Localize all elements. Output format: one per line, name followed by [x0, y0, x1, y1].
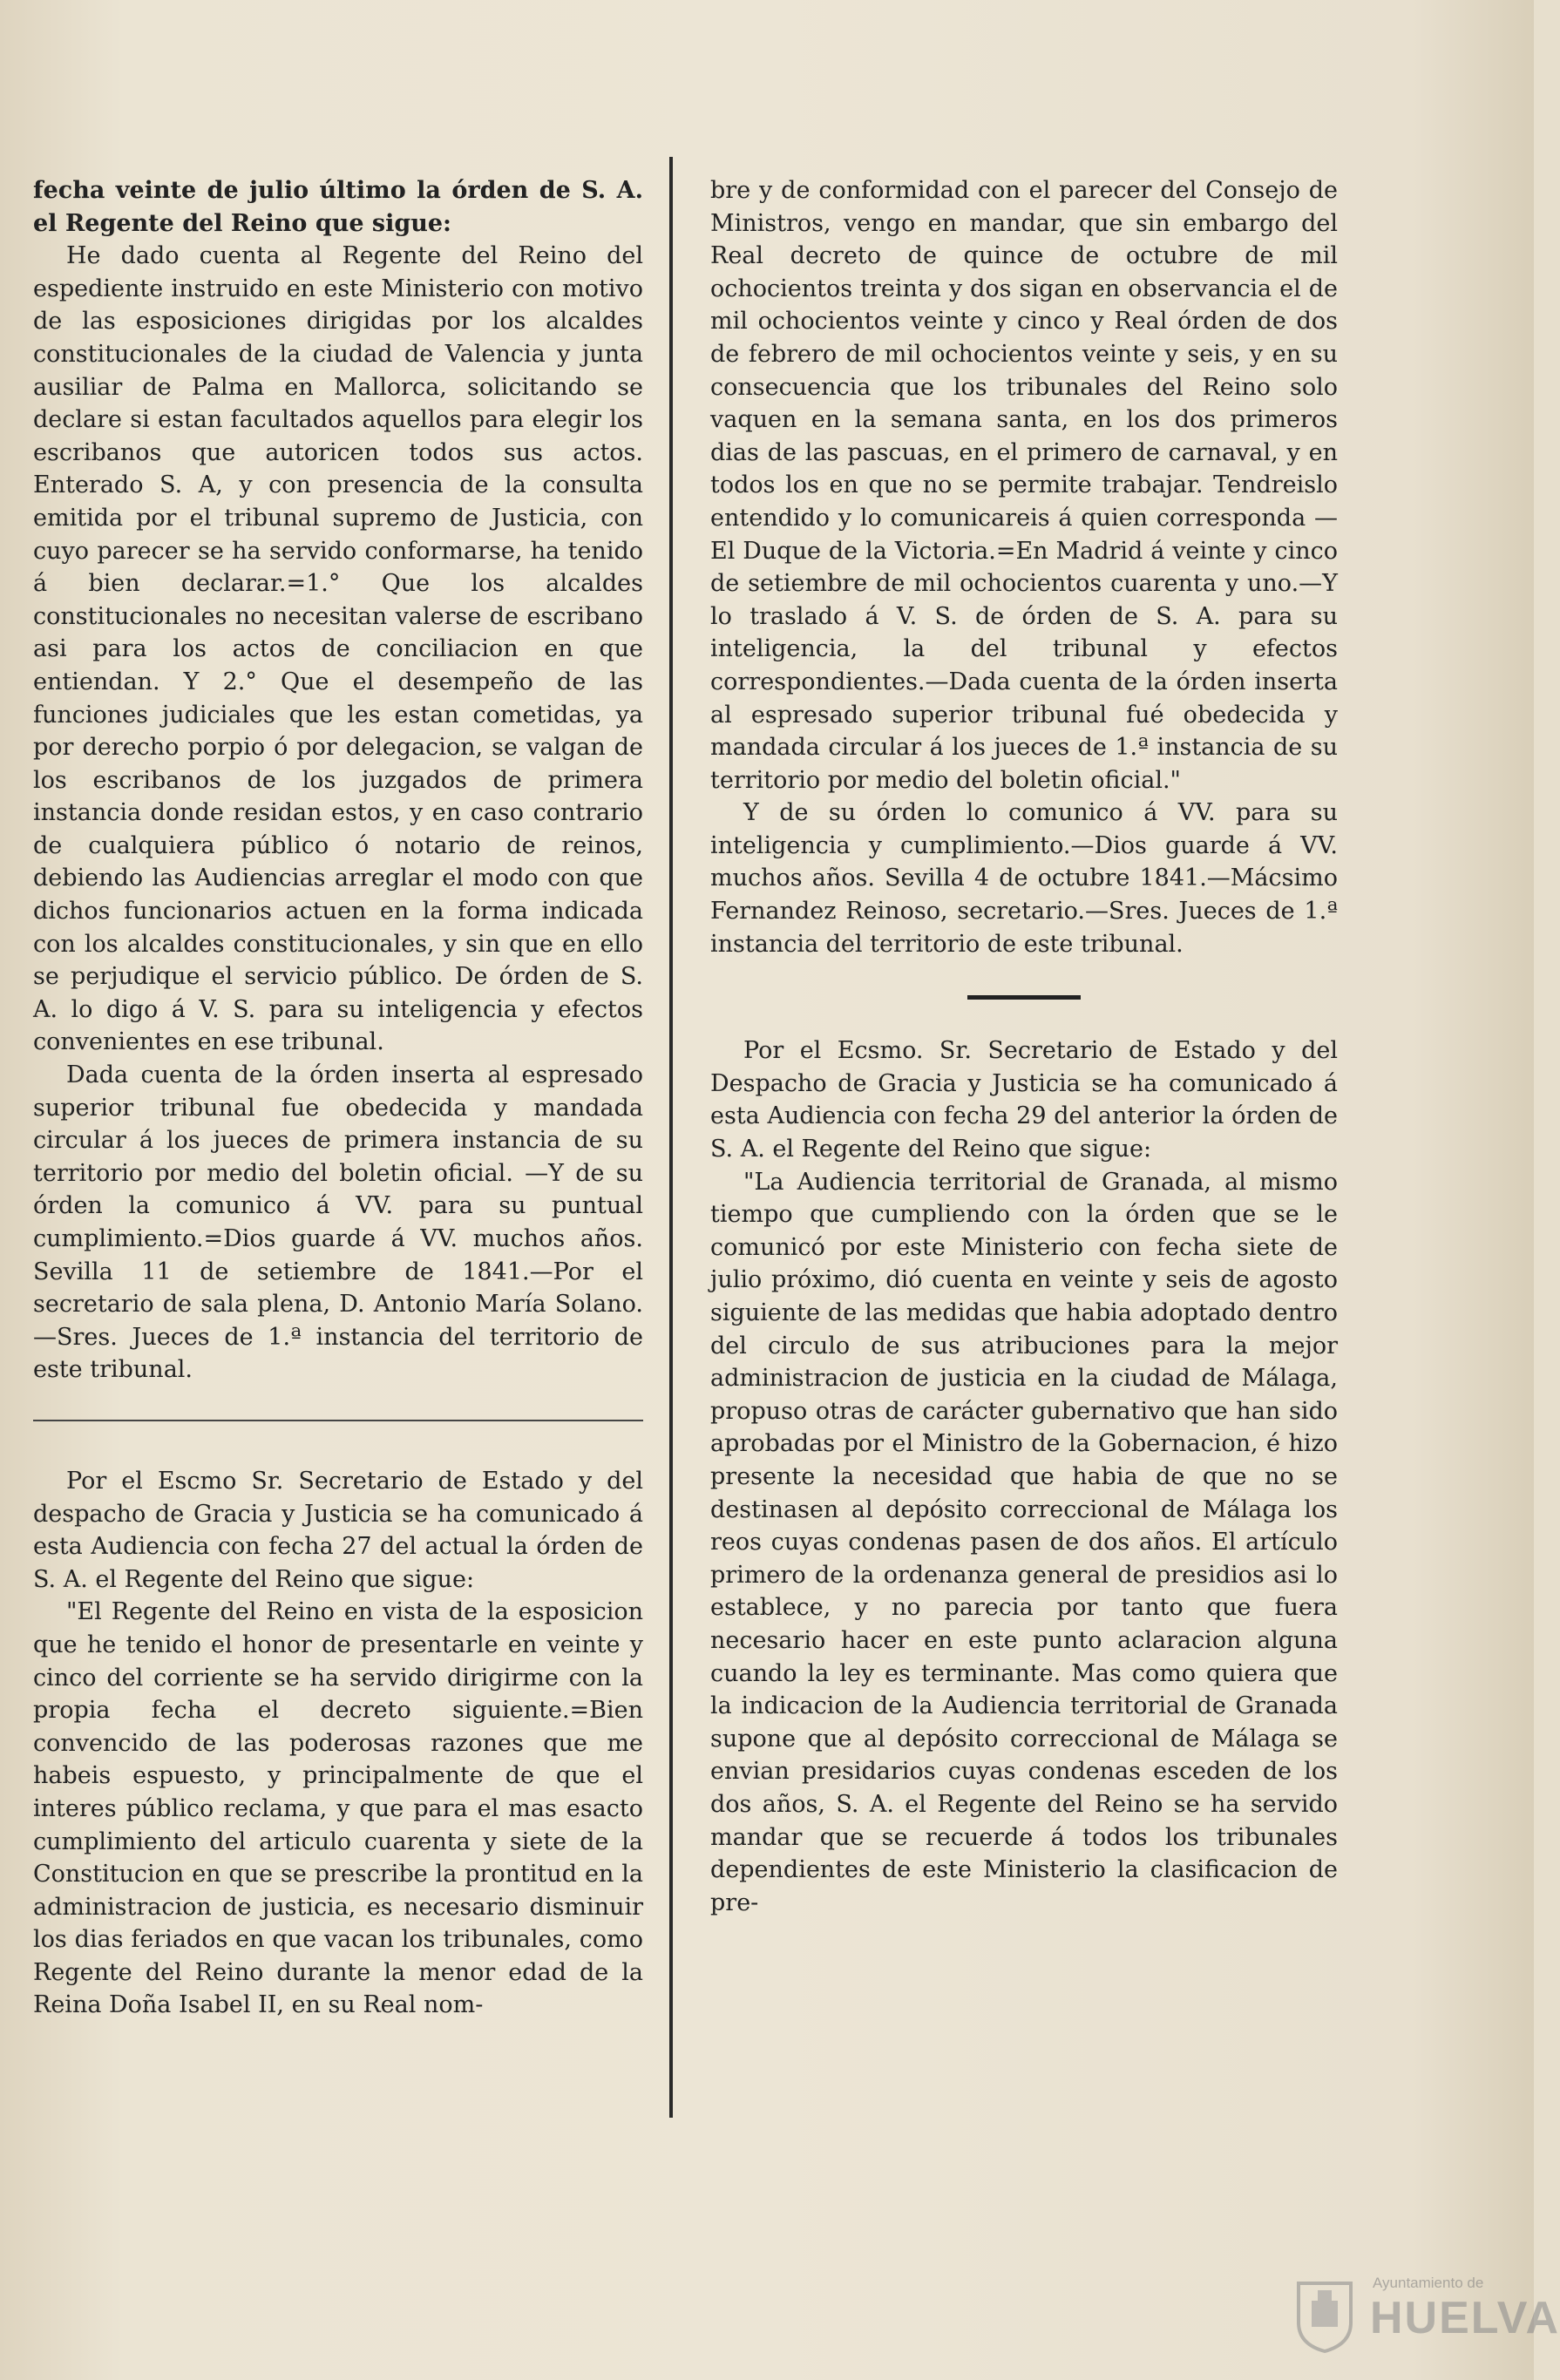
- watermark-main-text: HUELVA: [1370, 2293, 1560, 2343]
- watermark-top-text: Ayuntamiento de: [1373, 2275, 1484, 2291]
- right-paragraph-2: Y de su órden lo comunico á VV. para su inteligencia y cumplimiento.—Dios guarde á VV. muchos años. Sevilla 4 de octubre 1841.—Mácsimo Fernandez Reinoso, secretario.—Sres. Jueces de 1.ª instancia del territorio de este tribunal.: [710, 799, 1338, 958]
- right-paragraph-3: Por el Ecsmo. Sr. Secretario de Estado y del Despacho de Gracia y Justicia se ha comunicado á esta Audiencia con fecha 29 del anterior la órden de S. A. el Regente del Reino que sigue:: [710, 1037, 1338, 1163]
- right-paragraph-4: "La Audiencia territorial de Granada, al mismo tiempo que cumpliendo con la órden que se le comunicó por este Ministerio con fecha siete de julio próximo, dió cuenta en veinte y seis de agosto siguiente de las medidas que habia adoptado dentro del circulo de sus atribuciones para la mejor administracion de justicia en la ciudad de Málaga, propuso otras de carácter gubernativo que han sido aprobadas por el Ministro de la Gobernacion, é hizo presente la necesidad que habia de que no se destinasen al depósito correccional de Málaga los reos cuyas condenas pasen de dos años. El artículo primero de la ordenanza general de presidios asi lo establece, y no parecia por tanto que fuera necesario hacer en este punto aclaracion alguna cuando la ley es terminante. Mas como quiera que la indicacion de la Audiencia territorial de Granada supone que al depósito correccional de Málaga se envian presidarios cuyas condenas esceden de los dos años, S. A. el Regente del Reino se ha servido mandar que se recuerde á todos los tribunales dependientes de este Ministerio la clasificacion de pre-: [710, 1168, 1338, 1916]
- left-column: [33, 174, 643, 2022]
- left-paragraph-5: "El Regente del Reino en vista de la esposicion que he tenido el honor de presentarle en veinte y cinco del corriente se ha servido dirigirme con la propia fecha el decreto siguiente.=Bien convencido de las poderosas razones que me habeis espuesto, y principalmente de que el interes público reclama, y que para el mas esacto cumplimiento del articulo cuarenta y siete de la Constitucion en que se prescribe la prontitud en la administracion de justicia, es necesario disminuir los dias feriados en que vacan los tribunales, como Regente del Reino durante la menor edad de la Reina Doña Isabel II, en su Real nom-: [33, 1598, 643, 2019]
- right-column: [710, 174, 1338, 1919]
- left-paragraph-3: Dada cuenta de la órden inserta al espresado superior tribunal fue obedecida y mandada circular á los jueces de primera instancia de su territorio por medio del boletin oficial. —Y de su órden la comunico á VV. para su puntual cumplimiento.=Dios guarde á VV. muchos años. Sevilla 11 de setiembre de 1841.—Por el secretario de sala plena, D. Antonio María Solano.—Sres. Jueces de 1.ª instancia del territorio de este tribunal.: [33, 1061, 643, 1384]
- left-paragraph-4: Por el Escmo Sr. Secretario de Estado y del despacho de Gracia y Justicia se ha comunicado á esta Audiencia con fecha 27 del actual la órden de S. A. el Regente del Reino que sigue:: [33, 1467, 643, 1593]
- section-divider-right: [967, 995, 1081, 1000]
- left-paragraph-2: He dado cuenta al Regente del Reino del espediente instruido en este Ministerio con motivo de las esposiciones dirigidas por los alcaldes constitucionales de la ciudad de Valencia y junta ausiliar de Palma en Mallorca, solicitando se declare si estan facultados aquellos para elegir los escribanos que autoricen todos sus actos. Enterado S. A, y con presencia de la consulta emitida por el tribunal supremo de Justicia, con cuyo parecer se ha servido conformarse, ha tenido á bien declarar.=1.° Que los alcaldes constitucionales no necesitan valerse de escribano asi para los actos de conciliacion en que entiendan. Y 2.° Que el desempeño de las funciones judiciales que les estan cometidas, ya por derecho porpio ó por delegacion, se valgan de los escribanos de los juzgados de primera instancia donde residan estos, y en caso contrario de cualquiera público ó notario de reinos, debiendo las Audiencias arreglar el modo con que dichos funcionarios actuen en la forma indicada con los alcaldes constitucionales, y sin que en ello se perjudique el servicio público. De órden de S. A. lo digo á V. S. para su inteligencia y efectos convenientes en ese tribunal.: [33, 242, 643, 1056]
- section-divider-left: [33, 1420, 643, 1421]
- city-shield-icon: [1290, 2275, 1360, 2353]
- right-paragraph-1: bre y de conformidad con el parecer del Consejo de Ministros, vengo en mandar, que sin embargo del Real decreto de quince de octubre de mil ochocientos treinta y dos sigan en observancia el de mil ochocientos veinte y cinco y Real órden de dos de febrero de mil ochocientos veinte y seis, y en su consecuencia que los tribunales del Reino solo vaquen en la semana santa, en los dos primeros dias de las pascuas, en el primero de carnaval, y en todos los en que no se permite trabajar. Tendreislo entendido y lo comunicareis á quien corresponda —El Duque de la Victoria.=En Madrid á veinte y cinco de setiembre de mil ochocientos cuarenta y uno.—Y lo traslado á V. S. de órden de S. A. para su inteligencia, la del tribunal y efectos correspondientes.—Dada cuenta de la órden inserta al espresado superior tribunal fué obedecida y mandada circular á los jueces de 1.ª instancia de su territorio por medio del boletin oficial.": [710, 177, 1338, 794]
- left-paragraph-1: fecha veinte de julio último la órden de S. A. el Regente del Reino que sigue:: [33, 177, 643, 237]
- huelva-watermark-logo: [1290, 2275, 1560, 2353]
- column-divider: [669, 157, 673, 2118]
